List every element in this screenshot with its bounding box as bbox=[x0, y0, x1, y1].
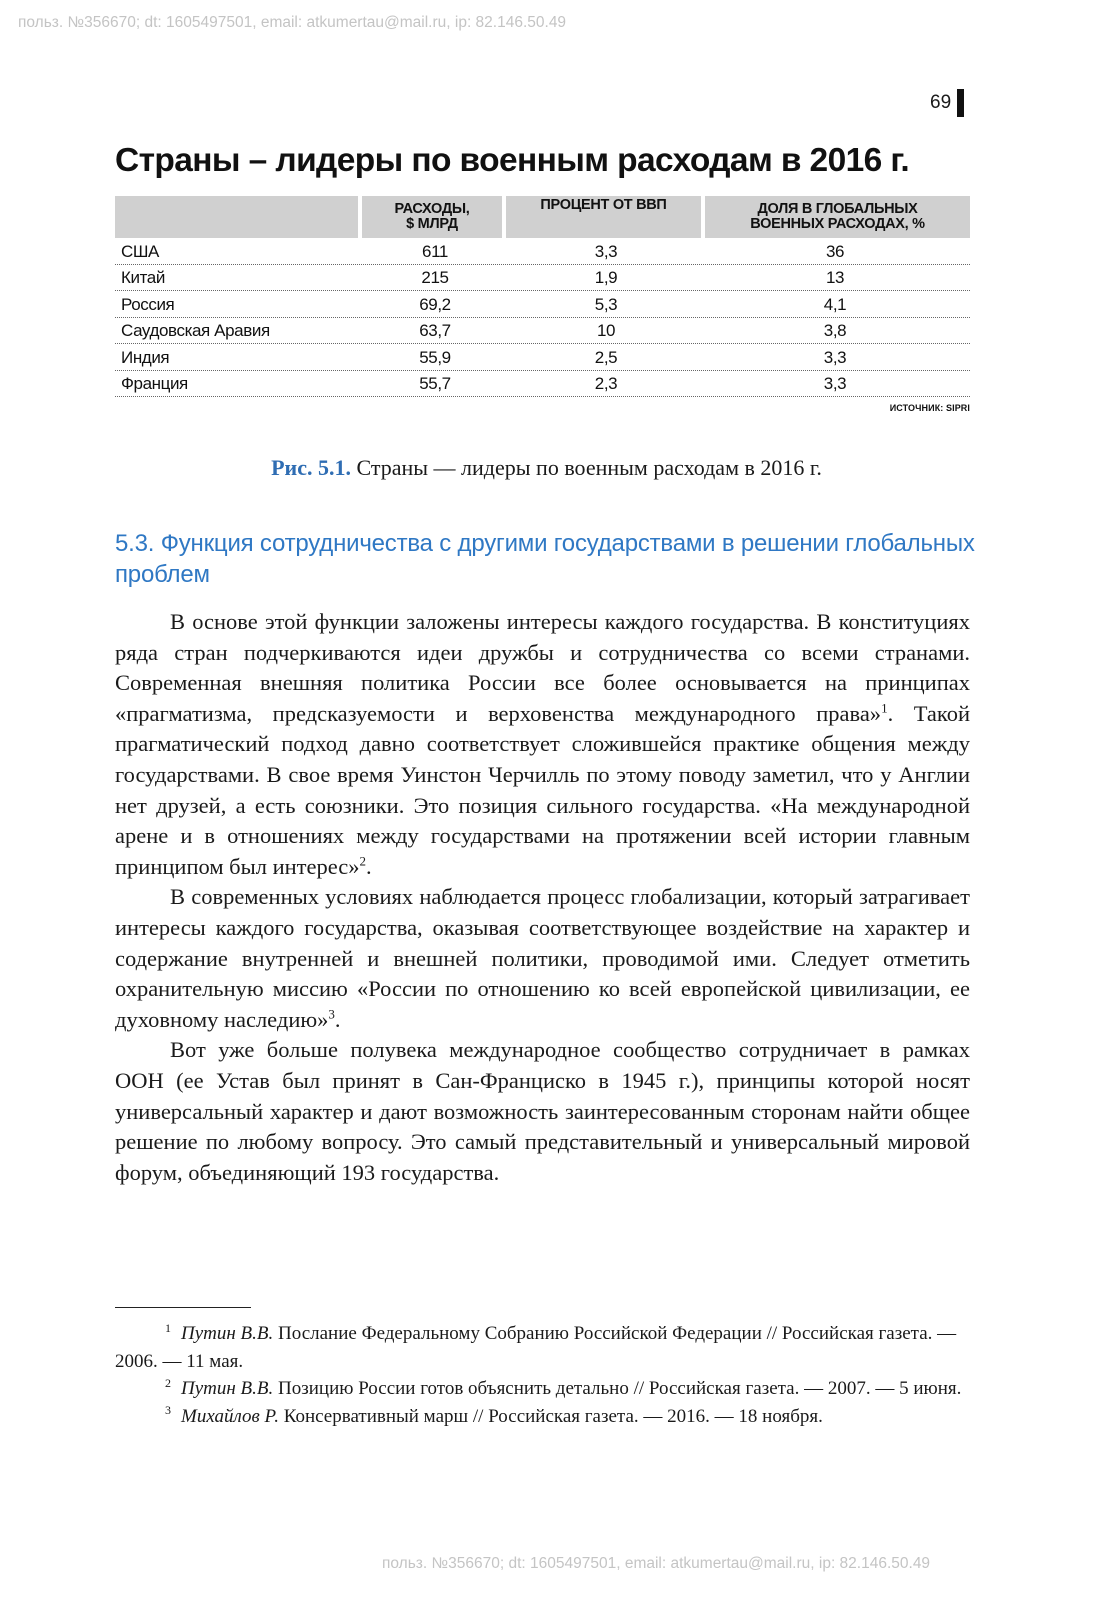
cell-gdp: 3,3 bbox=[594, 241, 618, 261]
watermark-top: польз. №356670; dt: 1605497501, email: atkumertau@mail.ru, ip: 82.146.50.49 bbox=[18, 14, 567, 31]
footnote-ref: 1 bbox=[881, 700, 888, 716]
header-cell-gdp bbox=[506, 196, 701, 238]
paragraph bbox=[115, 1035, 970, 1188]
cell-country: Франция bbox=[121, 374, 188, 393]
cell-country: Индия bbox=[121, 347, 170, 367]
section-heading: 5.3. Функция сотрудничества с другими государствами в решении глобальных проблем bbox=[115, 530, 975, 588]
cell-country: Саудовская Аравия bbox=[121, 321, 270, 340]
cell-spending: 55,7 bbox=[419, 374, 451, 393]
cell-share: 3,8 bbox=[823, 321, 847, 340]
table-row bbox=[115, 238, 970, 265]
caption-text: Страны — лидеры по военным расходам в 2016 г. bbox=[350, 455, 822, 480]
cell-gdp: 10 bbox=[596, 321, 616, 340]
paragraph bbox=[115, 882, 970, 1035]
cell-country: Китай bbox=[121, 268, 165, 287]
footnote-separator bbox=[115, 1307, 251, 1308]
header-cell-share bbox=[705, 196, 970, 238]
table-source: ИСТОЧНИК: SIPRI bbox=[889, 403, 970, 413]
table-row bbox=[115, 371, 970, 398]
table-row bbox=[115, 291, 970, 318]
header-share-line2: ВОЕННЫХ РАСХОДАХ, % bbox=[750, 216, 925, 232]
header-spending-line1: РАСХОДЫ, bbox=[394, 201, 470, 217]
footnote-text: Консервативный марш // Российская газета. — 2016. — 18 ноября. bbox=[278, 1405, 823, 1427]
body-text bbox=[115, 607, 970, 1188]
page-number bbox=[930, 88, 964, 118]
paragraph-text: . bbox=[334, 1006, 341, 1032]
cell-gdp: 2,5 bbox=[594, 347, 618, 367]
cell-gdp: 5,3 bbox=[594, 294, 618, 314]
cell-spending: 215 bbox=[421, 268, 449, 287]
paragraph-text: . Такой прагматический подход давно соответствует сложившейся практике общения между государствами. В свое время Уинстон Черчилль по этому поводу заметил, что у Англии нет друзей, а есть союзники. Это позиция сильного государства. «На международной арене и в отношениях между государствами на протяжении всей истории главным принципом был интерес» bbox=[115, 700, 970, 879]
cell-share: 13 bbox=[825, 268, 845, 287]
header-share-line1: ДОЛЯ В ГЛОБАЛЬНЫХ bbox=[757, 201, 918, 217]
paragraph-text: В современных условиях наблюдается процесс глобализации, который затрагивает интересы каждого государства, оказывая соответствующее воздействие на характер и содержание внутренней и внешней политики, проводимой ими. Следует отметить охранительную миссию «России по отношению ко всей европейской цивилизации, ее духовному наследию» bbox=[115, 884, 970, 1032]
footnote-author: Путин В.В. bbox=[181, 1323, 274, 1344]
figure-title: Страны – лидеры по военным расходам в 2016 г. bbox=[115, 142, 910, 179]
cell-share: 36 bbox=[825, 241, 845, 261]
cell-spending: 55,9 bbox=[419, 347, 451, 367]
cell-country: США bbox=[121, 241, 159, 261]
header-spending-line2: $ МЛРД bbox=[406, 216, 458, 232]
paragraph-text: В основе этой функции заложены интересы каждого государства. В конституциях ряда стран подчеркиваются идеи дружбы и сотрудничества со всеми странами. Современная внешняя политика России все более основывается на принципах «прагматизма, предсказуемости и верховенства международного права» bbox=[115, 609, 970, 726]
table-header bbox=[115, 196, 970, 238]
cell-gdp: 2,3 bbox=[594, 374, 618, 393]
table-row bbox=[115, 265, 970, 292]
footnote bbox=[115, 1320, 970, 1375]
page-number-text: 69 bbox=[930, 92, 952, 113]
cell-gdp: 1,9 bbox=[594, 268, 618, 287]
cell-country: Россия bbox=[121, 294, 175, 314]
table-row bbox=[115, 318, 970, 345]
cell-spending: 611 bbox=[422, 241, 448, 261]
cell-spending: 69,2 bbox=[419, 294, 451, 314]
header-gdp-line1: ПРОЦЕНТ ОТ ВВП bbox=[540, 197, 667, 213]
footnote-number: 2 bbox=[165, 1375, 171, 1390]
page-number-bar bbox=[957, 89, 964, 117]
footnote-number: 3 bbox=[165, 1403, 171, 1418]
cell-share: 4,1 bbox=[823, 294, 847, 314]
footnote-ref: 3 bbox=[328, 1006, 335, 1022]
cell-share: 3,3 bbox=[823, 347, 847, 367]
military-spending-table bbox=[115, 196, 970, 413]
footnote-text: Послание Федеральному Собранию Российской Федерации // Российская газета. — 2006. — 11 мая. bbox=[115, 1323, 957, 1372]
footnote-ref: 2 bbox=[359, 853, 367, 869]
footnote bbox=[115, 1375, 970, 1403]
caption-label: Рис. 5.1. bbox=[271, 455, 351, 480]
footnote-author: Путин В.В. bbox=[181, 1378, 274, 1399]
footnotes bbox=[115, 1320, 970, 1430]
figure-caption bbox=[0, 455, 1093, 481]
footnote-author: Михайлов Р. bbox=[181, 1405, 279, 1427]
footnote-text: Позицию России готов объяснить детально // Российская газета. — 2007. — 5 июня. bbox=[273, 1378, 962, 1399]
paragraph-text: Вот уже больше полувека международное сообщество сотрудничает в рамках ООН (ее Устав был принят в Сан-Франциско в 1945 г.), принципы которой носят универсальный характер и дают возможность заинтересованным сторонам найти общее решение по любому вопросу. Это самый представительный и универсальный мировой форум, объединяющий 193 государства. bbox=[115, 1037, 970, 1185]
footnote bbox=[115, 1403, 970, 1431]
header-cell-spending bbox=[362, 196, 502, 238]
footnote-number: 1 bbox=[165, 1320, 171, 1335]
cell-share: 3,3 bbox=[823, 374, 847, 393]
header-cell-country bbox=[115, 196, 358, 238]
paragraph-text: . bbox=[366, 853, 372, 879]
watermark-bottom: польз. №356670; dt: 1605497501, email: atkumertau@mail.ru, ip: 82.146.50.49 bbox=[382, 1555, 931, 1572]
paragraph bbox=[115, 607, 970, 882]
table-row bbox=[115, 344, 970, 371]
cell-spending: 63,7 bbox=[419, 321, 451, 340]
